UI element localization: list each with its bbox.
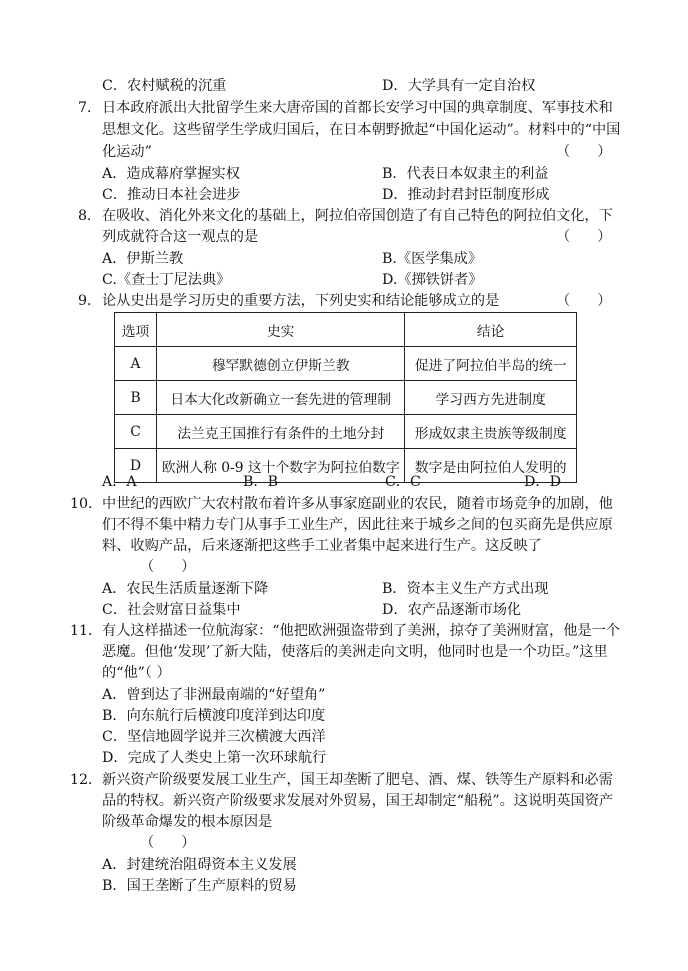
q8-option-b: B.《医学集成》 [382,251,483,267]
table-cell: 促进了阿拉伯半岛的统一 [405,347,577,381]
q10-option-a: A．农民生活质量逐渐下降 [102,581,269,597]
q7-option-c: C．推动日本社会进步 [102,187,241,203]
q7-answer-paren: （ ） [556,144,612,160]
table-cell: C [115,415,157,449]
q9-option-c: C．C [385,474,421,490]
q7-option-a: A．造成幕府掌握实权 [102,166,240,182]
q12-stem-line2: 品的特权。新兴资产阶级要求发展对外贸易，国王却制定“船税”。这说明英国资产 [102,793,614,809]
q12-stem-line3: 阶级革命爆发的根本原因是 [102,814,273,830]
q11-option-a: A．曾到达了非洲最南端的“好望角” [102,687,326,703]
table-cell: 日本大化改新确立一套先进的管理制 [157,381,405,415]
q11-option-d: D．完成了人类史上第一次环球航行 [102,750,327,766]
q9-stem-line1: 论从史出是学习历史的重要方法，下列史实和结论能够成立的是 [102,293,500,309]
table-cell: 数字是由阿拉伯人发明的 [405,449,577,483]
q8-option-a: A．伊斯兰教 [102,251,184,267]
table-row [115,347,577,381]
q12-answer-paren: （ ） [140,835,196,851]
q9-option-b: B．B [243,474,279,490]
q7-option-b: B．代表日本奴隶主的利益 [382,166,549,182]
table-cell: 形成奴隶主贵族等级制度 [405,415,577,449]
q8-stem-line2: 列成就符合这一观点的是 [102,229,259,245]
q12-stem-line1: 新兴资产阶级要发展工业生产，国王却垄断了肥皂、酒、煤、铁等生产原料和必需 [102,772,613,788]
q7-stem-line1: 日本政府派出大批留学生来大唐帝国的首都长安学习中国的典章制度、军事技术和 [102,100,613,116]
q12-option-a: A．封建统治阻碍资本主义发展 [102,857,297,873]
table-cell: 法兰克王国推行有条件的土地分封 [157,415,405,449]
q10-number: 10． [70,496,103,512]
q10-option-c: C．社会财富日益集中 [102,602,241,618]
table-cell: D [115,449,157,483]
table-header-fact: 史实 [157,313,405,347]
q9-answer-paren: （ ） [556,293,612,309]
table-row [115,449,577,483]
table-cell: 欧洲人称 0-9 这十个数字为阿拉伯数字 [157,449,405,483]
q10-option-b: B．资本主义生产方式出现 [382,581,549,597]
q6-option-d: D．大学具有一定自治权 [382,78,536,94]
table-cell: B [115,381,157,415]
q10-stem-line1: 中世纪的西欧广大农村散布着许多从事家庭副业的农民，随着市场竞争的加剧，他 [102,496,613,512]
q11-stem-line3: 的“他”（ ） [102,665,171,681]
q8-number: 8． [78,208,102,224]
q9-option-d: D．D [524,474,561,490]
q11-number: 11． [70,623,103,639]
table-header-row [115,313,577,347]
q8-option-d: D.《掷铁饼者》 [382,272,483,288]
q10-answer-paren: （ ） [140,559,196,575]
q11-stem-line2: 恶魔。但他‘发现’了新大陆，使落后的美洲走向文明，他同时也是一个功臣。”这里 [102,644,608,660]
q9-number: 9． [78,293,102,309]
q10-option-d: D．农产品逐渐市场化 [382,602,522,618]
table-header-conclusion: 结论 [405,313,577,347]
table-cell: A [115,347,157,381]
q7-stem-line2: 思想文化。这些留学生学成归国后，在日本朝野掀起“中国化运动”。材料中的“中国 [102,122,621,138]
q12-option-b: B．国王垄断了生产原料的贸易 [102,878,297,894]
q12-number: 12． [70,772,103,788]
q7-option-d: D．推动封君封臣制度形成 [382,187,550,203]
q11-option-b: B．向东航行后横渡印度洋到达印度 [102,708,326,724]
q8-option-c: C.《查士丁尼法典》 [102,272,231,288]
q6-option-c: C．农村赋税的沉重 [102,78,227,94]
q11-option-c: C．坚信地圆学说并三次横渡大西洋 [102,729,326,745]
q9-history-table [114,312,577,483]
q7-number: 7． [78,100,102,116]
table-row [115,415,577,449]
table-row [115,381,577,415]
table-header-option: 选项 [115,313,157,347]
q7-stem-line3: 化运动” [102,144,152,160]
q8-answer-paren: （ ） [556,229,612,245]
q9-option-a: A．A [102,474,137,490]
q8-stem-line1: 在吸收、消化外来文化的基础上，阿拉伯帝国创造了有自己特色的阿拉伯文化，下 [102,208,613,224]
table-cell: 穆罕默德创立伊斯兰教 [157,347,405,381]
q10-stem-line3: 料、收购产品，后来逐渐把这些手工业者集中起来进行生产。这反映了 [102,538,542,554]
q11-stem-line1: 有人这样描述一位航海家：“他把欧洲强盗带到了美洲，掠夺了美洲财富，他是一个 [102,623,621,639]
table-cell: 学习西方先进制度 [405,381,577,415]
q10-stem-line2: 们不得不集中精力专门从事手工业生产，因此往来于城乡之间的包买商先是供应原 [102,517,613,533]
